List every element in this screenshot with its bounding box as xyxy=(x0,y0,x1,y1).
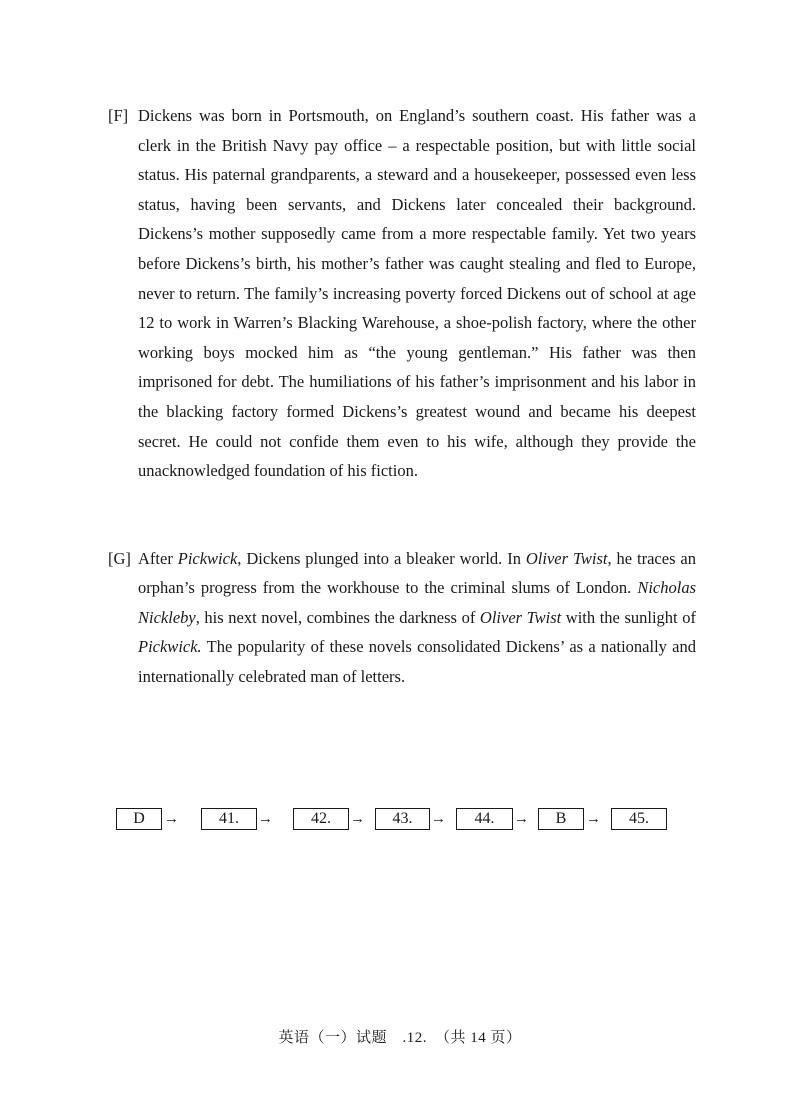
paragraph-f xyxy=(108,101,696,486)
italic-title: Pickwick. xyxy=(138,637,202,657)
sequence-box: 42. xyxy=(293,808,349,830)
sequence-box: B xyxy=(538,808,584,830)
sequence-box: D xyxy=(116,808,162,830)
text-run: The popularity of these novels consolidated Dickens’ as a nationally and internationally celebrated man of letters. xyxy=(138,637,696,686)
arrow-icon: → xyxy=(258,811,273,827)
arrow-icon: → xyxy=(586,811,601,827)
sequence-box: 44. xyxy=(456,808,513,830)
italic-title: Pickwick xyxy=(177,549,238,568)
text-run: , he traces an orphan’s progress from the workhouse to the criminal slums of London. xyxy=(138,549,696,598)
italic-title: Oliver Twist xyxy=(479,607,562,627)
answer-sequence xyxy=(0,808,800,834)
text-run: , his next novel, combines the darkness of xyxy=(195,607,480,627)
sequence-box: 41. xyxy=(201,808,257,830)
paragraph-text xyxy=(138,101,696,486)
italic-title: Oliver Twist xyxy=(525,549,608,568)
arrow-icon: → xyxy=(164,811,179,827)
paragraph-g xyxy=(108,544,696,691)
arrow-icon: → xyxy=(350,811,365,827)
text-run: Dickens was born in Portsmouth, on England’s southern coast. His father was a clerk in the British Navy pay office – a respectable position, but with little social status. His paternal grandparents, a steward and a housekeeper, possessed even less status, having been servants, and Dickens later concealed their background. Dickens’s mother supposedly came from a more respectable family. Yet two years before Dickens’s birth, his mother’s father was caught stealing and fled to Europe, never to return. The family’s increasing poverty forced Dickens out of school at age 12 to work in Warren’s Blacking Warehouse, a shoe-polish factory, where the other working boys mocked him as “the young gentleman.” His father was then imprisoned for debt. The humiliations of his father’s imprisonment and his labor in the blacking factory formed Dickens’s greatest wound and became his deepest secret. He could not confide them even to his wife, although they provide the unacknowledged foundation of his fiction. xyxy=(138,106,696,481)
text-run: , Dickens plunged into a bleaker world. In xyxy=(237,549,526,568)
text-run: with the sunlight of xyxy=(561,607,696,627)
arrow-icon: → xyxy=(514,811,529,827)
paragraph-text xyxy=(138,544,696,691)
sequence-box: 43. xyxy=(375,808,430,830)
paragraph-label: [G] xyxy=(108,549,131,568)
page-footer: 英语（一）试题 .12. （共 14 页） xyxy=(278,1030,522,1046)
text-run: After xyxy=(138,549,178,568)
sequence-box: 45. xyxy=(611,808,667,830)
arrow-icon: → xyxy=(431,811,446,827)
paragraph-label: [F] xyxy=(108,106,129,125)
italic-title: Nicholas Nickleby xyxy=(138,578,696,627)
